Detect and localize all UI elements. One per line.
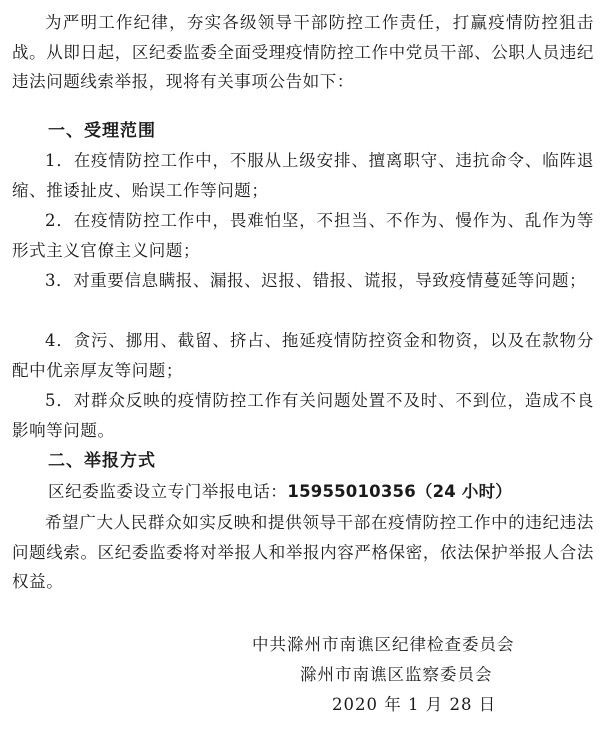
hotline-number: 15955010356（24 小时） xyxy=(287,482,512,501)
section-heading-scope: 一、受理范围 xyxy=(48,121,156,141)
intro-paragraph: 为严明工作纪律，夯实各级领导干部防控工作责任，打赢疫情防控狙击战。从即日起，区纪委监委全面受理疫情防控工作中党员干部、公职人员违纪违法问题线索举报，现将有关事项公告如下： xyxy=(12,13,594,91)
hotline-line xyxy=(48,477,512,506)
hotline-label: 区纪委监委设立专门举报电话： xyxy=(48,482,288,501)
scope-item-1: 1．在疫情防控工作中，不服从上级安排、擅离职守、违抗命令、临阵退缩、推诿扯皮、贻误工作等问题； xyxy=(12,151,594,200)
scope-item-3: 3．对重要信息瞒报、漏报、迟报、错报、谎报，导致疫情蔓延等问题； xyxy=(45,271,587,290)
signature-discipline-commission: 中共滁州市南谯区纪律检查委员会 xyxy=(252,635,515,654)
section-heading-method: 二、举报方式 xyxy=(48,451,156,471)
notice-date: 2020 年 1 月 28 日 xyxy=(332,695,497,714)
scope-item-5: 5．对群众反映的疫情防控工作有关问题处置不及时、不到位，造成不良影响等问题。 xyxy=(12,391,594,440)
closing-paragraph: 希望广大人民群众如实反映和提供领导干部在疫情防控工作中的违纪违法问题线索。区纪委监委将对举报人和举报内容严格保密，依法保护举报人合法权益。 xyxy=(12,513,594,591)
signature-supervision-commission: 滁州市南谯区监察委员会 xyxy=(300,665,493,684)
scope-item-4: 4．贪污、挪用、截留、挤占、拖延疫情防控资金和物资，以及在款物分配中优亲厚友等问题； xyxy=(12,331,594,380)
scope-item-2: 2．在疫情防控工作中，畏难怕坚，不担当、不作为、慢作为、乱作为等形式主义官僚主义问题； xyxy=(12,211,594,260)
